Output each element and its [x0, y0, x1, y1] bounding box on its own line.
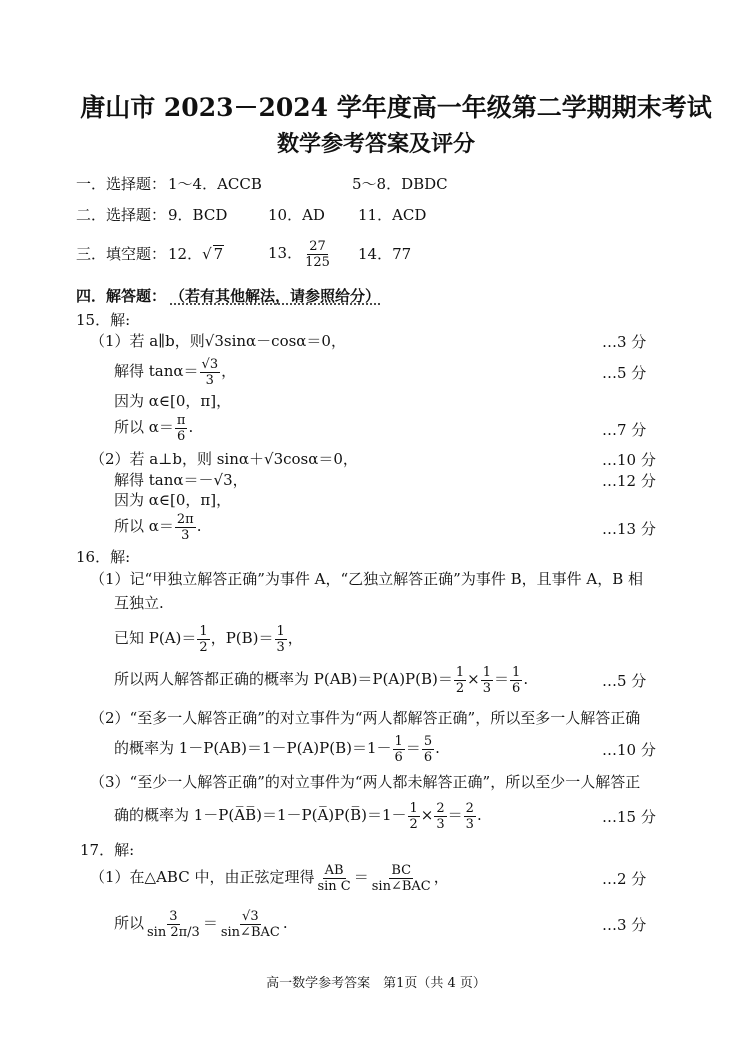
fraction: $\frac{1}{3}$ — [482, 664, 492, 696]
section-1-label: 一．选择题： — [76, 175, 167, 193]
q16-line: 所以两人解答都正确的概率为 P(AB)＝P(A)P(B)＝ $\frac{1}{2}$ × $\frac{1}{3}$ ＝ $\frac{1}{6}$ . — [114, 664, 529, 696]
score-marker: …13 分 — [602, 520, 656, 538]
section-2-answer-9: 9．BCD — [168, 206, 228, 224]
q15-line: 因为 α∈[0，π]， — [114, 491, 232, 509]
fraction: $\frac{1}{6}$ — [394, 733, 403, 765]
q16-line: （1）记“甲独立解答正确”为事件 A，“乙独立解答正确”为事件 B，且事件 A，B 相 — [90, 570, 644, 588]
fraction: $\frac{AB}{\text{sin C}}$ — [317, 862, 351, 894]
q15-line: 因为 α∈[0，π]， — [114, 392, 232, 410]
score-marker: …7 分 — [602, 421, 647, 439]
q17-line: 所以 $\frac{3}{\sin 2\pi/3}$ ＝ $\frac{√3}{\text{sin∠BAC}}$ . — [114, 908, 288, 940]
q16-line: （2）“至多一人解答正确”的对立事件为“两人都解答正确”，所以至多一人解答正确 — [90, 709, 641, 727]
q15-line: 所以 α＝ $\frac{2\pi}{3}$ . — [114, 511, 202, 543]
q15-line: 所以 α＝ $\frac{\pi}{6}$ . — [114, 412, 194, 444]
section-3-answer-14: 14．77 — [358, 245, 412, 263]
section-2-answer-10: 10．AD — [268, 206, 325, 224]
q16-line: 已知 P(A)＝ $\frac{1}{2}$ ，P(B)＝ $\frac{1}{3}$ ， — [114, 623, 303, 655]
fraction: $\frac{\pi}{6}$ — [176, 412, 186, 444]
score-marker: …12 分 — [602, 472, 656, 490]
q16-line: （3）“至少一人解答正确”的对立事件为“两人都未解答正确”，所以至少一人解答正 — [90, 773, 641, 791]
fraction: $\frac{1}{2}$ — [409, 800, 418, 832]
q16-line: 互独立. — [114, 594, 164, 612]
q16-line: 的概率为 1－P(AB)＝1－P(A)P(B)＝1－ $\frac{1}{6}$ ＝ $\frac{5}{6}$ . — [114, 733, 440, 765]
score-marker: …3 分 — [602, 333, 647, 351]
fraction: $\frac{√3}{3}$ — [201, 356, 219, 388]
fraction: $\frac{√3}{\text{sin∠BAC}}$ — [220, 908, 280, 940]
fraction: $\frac{1}{2}$ — [199, 623, 208, 655]
q17-line: （1）在△ABC 中，由正弦定理得 $\frac{AB}{\text{sin C}}$ ＝ $\frac{BC}{\text{sin∠BAC}}$ ， — [90, 862, 449, 894]
section-3-label: 三．填空题： — [76, 245, 167, 263]
score-marker: …5 分 — [602, 364, 647, 382]
fraction: $\frac{3}{\sin 2\pi/3}$ — [147, 908, 200, 940]
section-2-label: 二．选择题： — [76, 206, 167, 224]
page-subtitle: 数学参考答案及评分 — [276, 131, 475, 157]
section-3-answer-13: 13． $\frac{27}{125}$ — [268, 238, 330, 270]
fraction: $\frac{5}{6}$ — [423, 733, 433, 765]
page-footer: 高一数学参考答案 第1页（共 4 页） — [266, 976, 486, 991]
fraction: $\frac{1}{3}$ — [276, 623, 285, 655]
q15-line: （2）若 a⊥b，则 sinα＋√3cosα＝0， — [90, 450, 358, 468]
score-marker: …5 分 — [602, 672, 647, 690]
q15-line: 解得 tanα＝－√3， — [114, 471, 248, 489]
section-4-label: 四．解答题： — [76, 287, 167, 305]
score-marker: …2 分 — [602, 870, 647, 888]
section-3-answer-12: 12．√ 7 — [168, 245, 224, 263]
score-marker: …3 分 — [602, 916, 647, 934]
q17-heading: 17．解: — [80, 841, 135, 859]
q16-heading: 16．解: — [76, 548, 131, 566]
score-marker: …15 分 — [602, 808, 656, 826]
fraction: $\frac{27}{125}$ — [305, 238, 330, 270]
fraction: $\frac{2\pi}{3}$ — [176, 511, 194, 543]
fraction: $\frac{2}{3}$ — [436, 800, 445, 832]
q16-line: 确的概率为 1－P(A̅B̅)＝1－P(A̅)P(B̅)＝1－ $\frac{1}{2}$ × $\frac{2}{3}$ ＝ $\frac{2}{3}$ . — [114, 800, 482, 832]
q15-heading: 15．解: — [76, 311, 131, 329]
q15-line: 解得 tanα＝ $\frac{√3}{3}$ ， — [114, 356, 237, 388]
fraction: $\frac{BC}{\text{sin∠BAC}}$ — [371, 862, 431, 894]
q15-line: （1）若 a∥b，则√3sinα－cosα＝0， — [90, 332, 346, 350]
fraction: $\frac{1}{6}$ — [512, 664, 521, 696]
fraction: $\frac{1}{2}$ — [455, 664, 465, 696]
score-marker: …10 分 — [602, 451, 656, 469]
section-1-answers-a: 1～4．ACCB — [168, 175, 262, 193]
section-4-note: （若有其他解法，请参照给分） — [170, 287, 381, 305]
fraction: $\frac{2}{3}$ — [465, 800, 474, 832]
section-2-answer-11: 11．ACD — [358, 206, 427, 224]
score-marker: …10 分 — [602, 741, 656, 759]
section-1-answers-b: 5～8．DBDC — [352, 175, 448, 193]
page-title: 唐山市 2023－2024 学年度高一年级第二学期期末考试 — [80, 93, 712, 122]
